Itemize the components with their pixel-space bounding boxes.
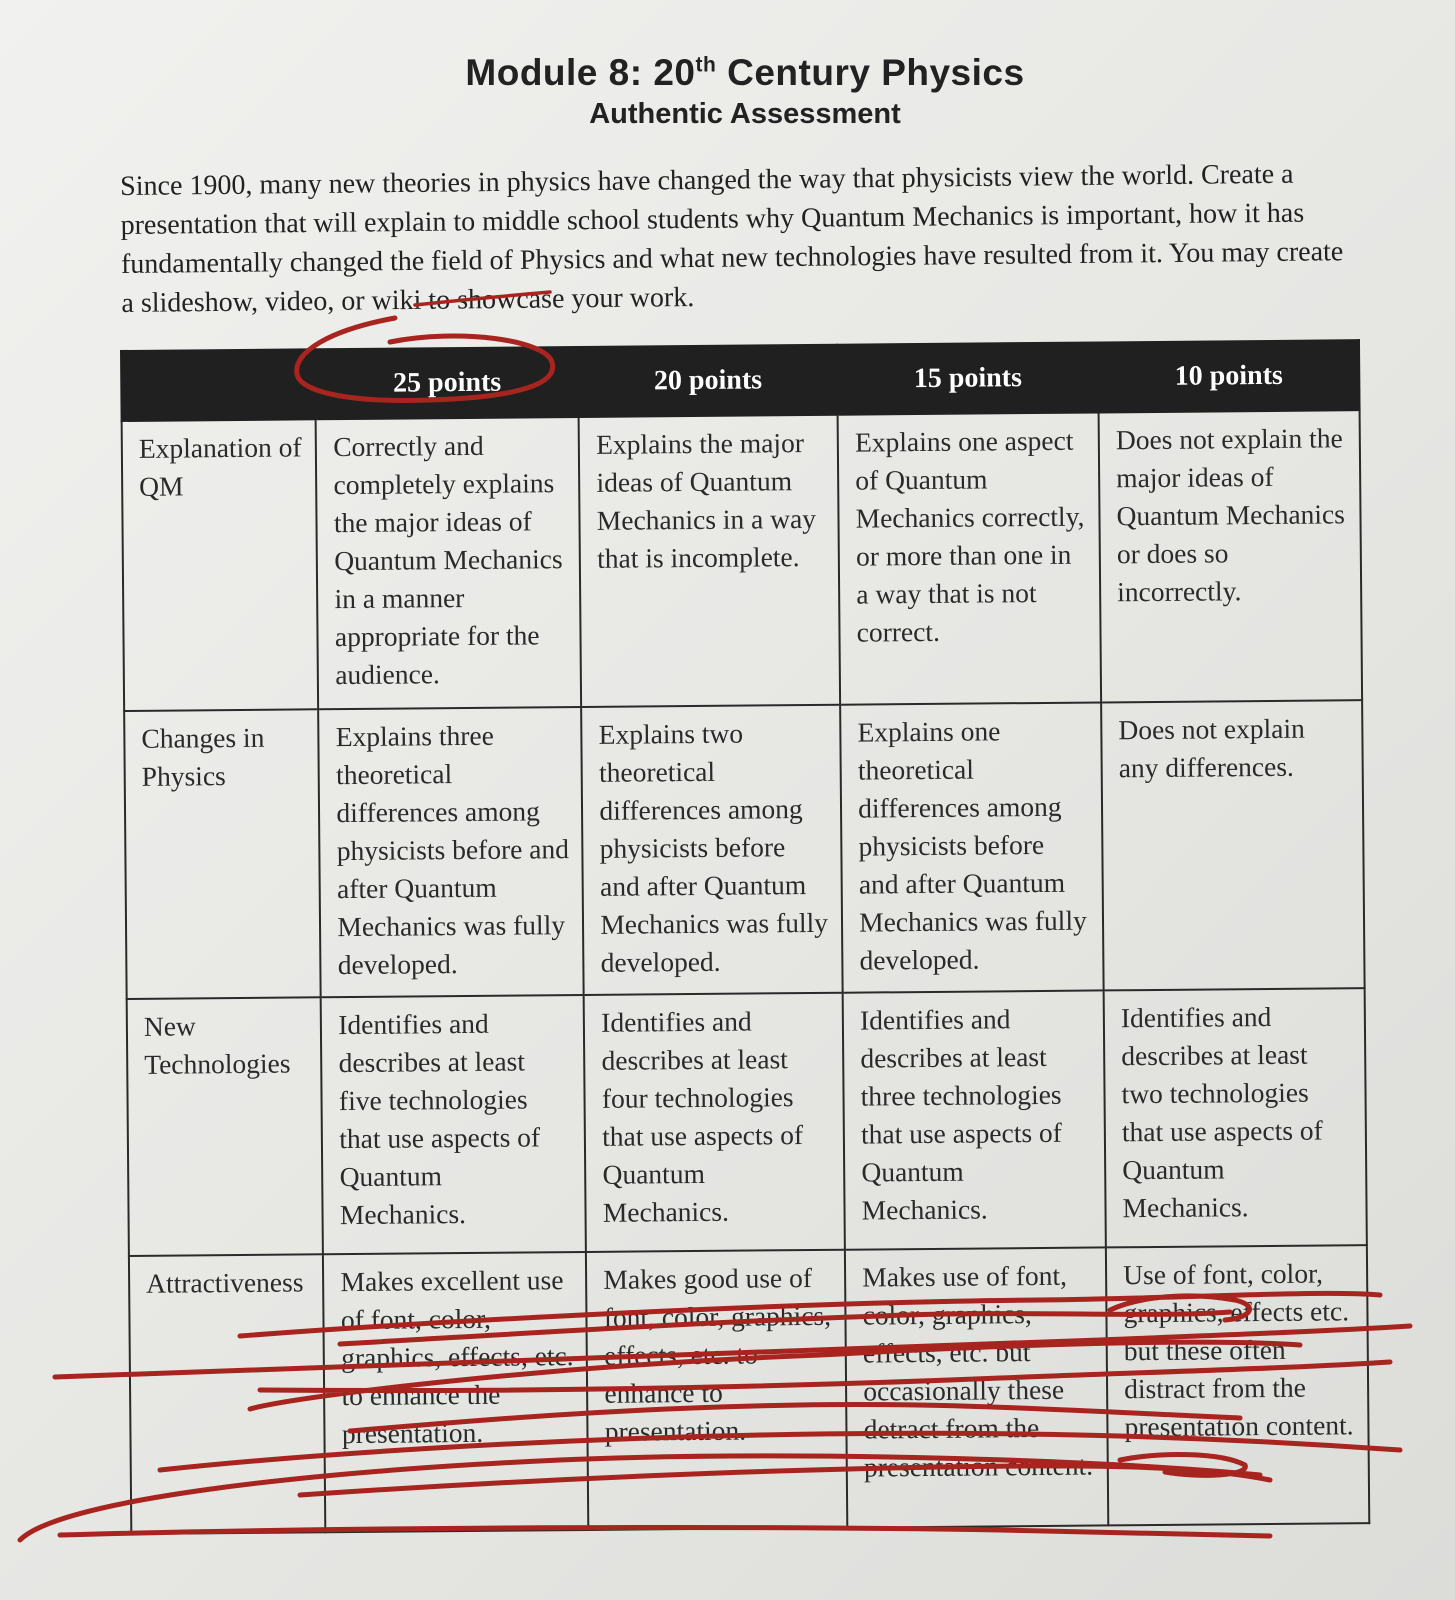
criterion-cell: Explanation of QM — [122, 419, 319, 711]
table-row — [127, 988, 1367, 1256]
rubric-cell: Explains two theoretical differences among physicists before and after Quantum Mechanics was fully developed. — [581, 705, 842, 995]
rubric-cell: Explains one aspect of Quantum Mechanics correctly, or more than one in a way that is not correct. — [838, 412, 1101, 704]
rubric-cell: Identifies and describes at least two technologies that use aspects of Quantum Mechanics. — [1104, 988, 1367, 1247]
rubric-table — [120, 339, 1370, 1535]
rubric-cell: Makes good use of font, color, graphics, effects, etc. to enhance to presentation. — [586, 1250, 847, 1530]
rubric-cell: Correctly and completely explains the major ideas of Quantum Mechanics in a manner appropriate for the audience. — [316, 417, 581, 709]
instructions-paragraph: Since 1900, many new theories in physics have changed the way that physicists view the world. Create a presentation that will explain to middle school students why Quantum Mechanics is important, how it has fundamentally changed the field of Physics and what new technologies have resulted from it. You may create a slideshow, video, or wiki to showcase your work. — [120, 158, 1344, 319]
header-corner-cell — [121, 349, 316, 421]
rubric-header-row — [121, 340, 1360, 421]
header-20-points: 20 points — [578, 345, 837, 417]
header-15-points: 15 points — [837, 342, 1098, 414]
header-25-points: 25 points — [315, 347, 579, 419]
rubric-cell: Identifies and describes at least three technologies that use aspects of Quantum Mechanics. — [843, 990, 1106, 1249]
criterion-cell: Changes in Physics — [124, 709, 321, 999]
rubric-cell: Does not explain any differences. — [1101, 700, 1364, 990]
criterion-cell: Attractiveness — [129, 1254, 326, 1534]
rubric-cell: Makes use of font, color, graphics, effects, etc. but occasionally these detract from the presentation content. — [845, 1247, 1108, 1527]
rubric-cell: Identifies and describes at least four technologies that use aspects of Quantum Mechanics. — [584, 993, 845, 1252]
title-prefix: Module 8: 20 — [465, 52, 696, 93]
rubric-cell: Explains the major ideas of Quantum Mechanics in a way that is incomplete. — [579, 415, 840, 707]
rubric-cell: Does not explain the major ideas of Quantum Mechanics or does so incorrectly. — [1099, 410, 1362, 702]
rubric-cell: Makes excellent use of font, color, graphics, effects, etc. to enhance the presentation. — [323, 1252, 588, 1532]
title-block — [0, 52, 1455, 131]
table-row — [122, 410, 1362, 711]
page-title — [0, 52, 1455, 94]
rubric-cell: Explains three theoretical differences among physicists before and after Quantum Mechanics was fully developed. — [319, 707, 584, 997]
table-row — [129, 1245, 1369, 1534]
title-superscript: th — [695, 53, 717, 77]
rubric-cell: Explains one theoretical differences among physicists before and after Quantum Mechanics was fully developed. — [840, 702, 1103, 992]
criterion-cell: New Technologies — [127, 997, 324, 1256]
table-row — [124, 700, 1364, 999]
rubric-cell: Use of font, color, graphics, effects etc. but these often distract from the presentation content. — [1106, 1245, 1369, 1525]
rubric-cell: Identifies and describes at least five technologies that use aspects of Quantum Mechanics. — [321, 995, 586, 1254]
page-subtitle: Authentic Assessment — [589, 98, 901, 130]
header-10-points: 10 points — [1098, 340, 1360, 412]
title-suffix: Century Physics — [716, 52, 1025, 93]
